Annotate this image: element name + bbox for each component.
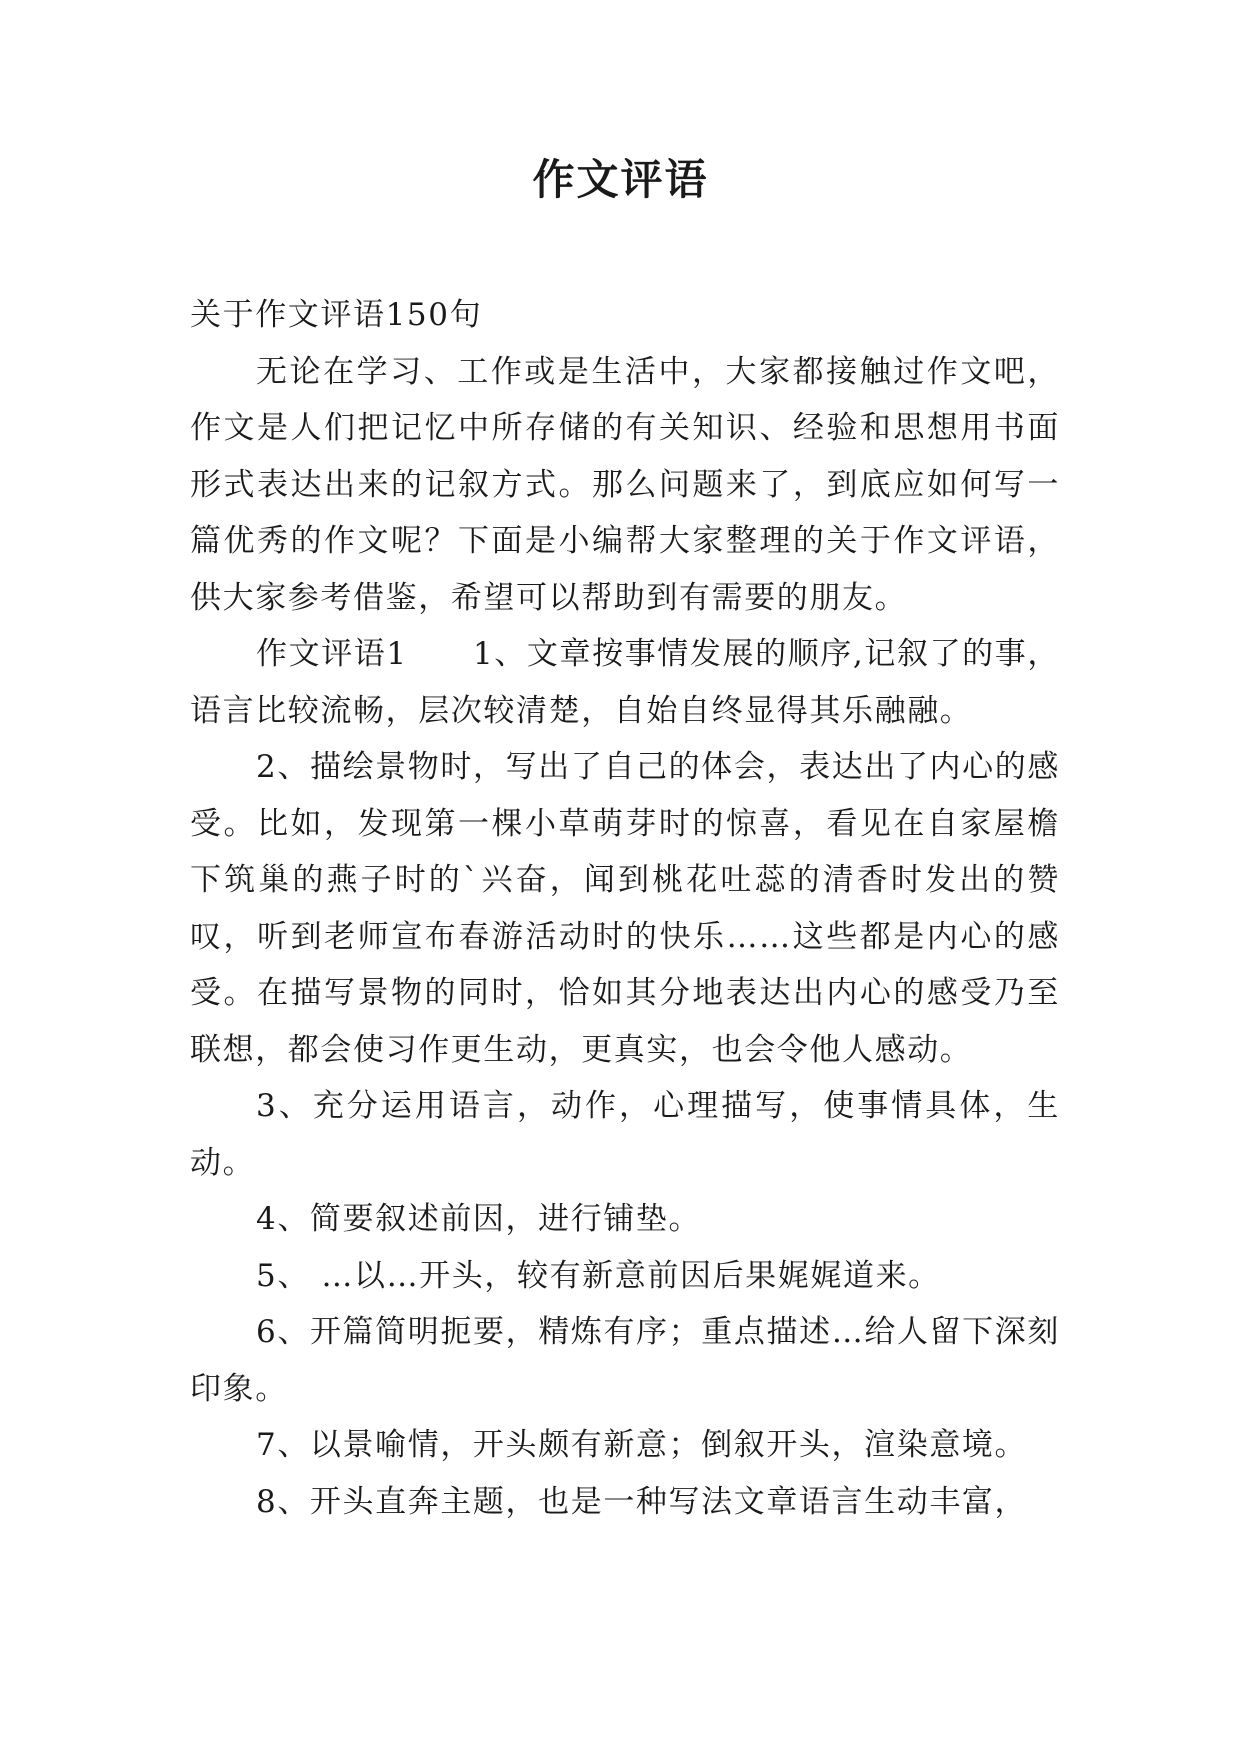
paragraph-comment-5: 5、 …以…开头，较有新意前因后果娓娓道来。 — [256, 1257, 941, 1294]
paragraph-subtitle: 关于作文评语150句 — [190, 297, 483, 333]
document-body — [190, 287, 1060, 1530]
paragraph-comment-7: 7、以景喻情，开头颇有新意；倒叙开头，渲染意境。 — [256, 1427, 1028, 1463]
paragraph-comment-3: 3、充分运用语言，动作，心理描写，使事情具体，生动。 — [190, 1088, 1060, 1181]
paragraph-comment-6: 6、开篇简明扼要，精炼有序；重点描述…给人留下深刻印象。 — [190, 1314, 1060, 1407]
paragraph-intro: 无论在学习、工作或是生活中，大家都接触过作文吧，作文是人们把记忆中所存储的有关知识、经验和思想用书面形式表达出来的记叙方式。那么问题来了，到底应如何写一篇优秀的作文呢？下面是小编帮大家整理的关于作文评语，供大家参考借鉴，希望可以帮助到有需要的朋友。 — [190, 353, 1060, 616]
document-title: 作文评语 — [532, 155, 709, 204]
paragraph-comment-8: 8、开头直奔主题，也是一种写法文章语言生动丰富， — [256, 1483, 1028, 1520]
paragraph-comment-1: 作文评语1 1、文章按事情发展的顺序,记叙了的事，语言比较流畅，层次较清楚，自始自终显得其乐融融。 — [190, 636, 1060, 729]
paragraph-comment-4: 4、简要叙述前因，进行铺垫。 — [256, 1201, 702, 1237]
paragraph-comment-2: 2、描绘景物时，写出了自己的体会，表达出了内心的感受。比如，发现第一棵小草萌芽时的惊喜，看见在自家屋檐下筑巢的燕子时的`兴奋，闻到桃花吐蕊的清香时发出的赞叹，听到老师宣布春游活动时的快乐……这些都是内心的感受。在描写景物的同时，恰如其分地表达出内心的感受乃至联想，都会使习作更生动，更真实，也会令他人感动。 — [190, 749, 1060, 1068]
